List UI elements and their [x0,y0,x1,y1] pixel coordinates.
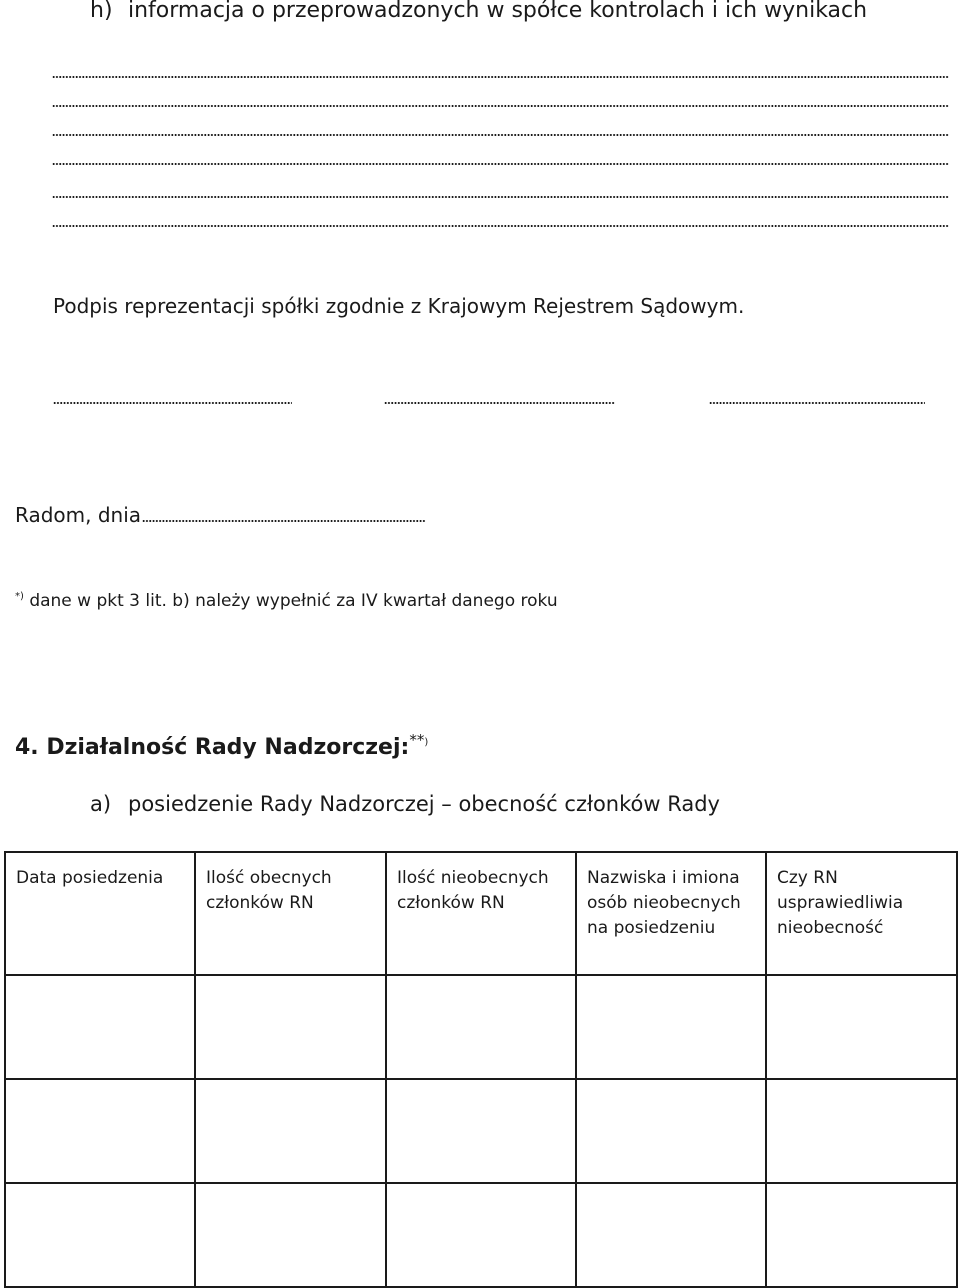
section-4-title: 4. Działalność Rady Nadzorczej: [15,735,410,760]
dotted-fill-line[interactable] [52,163,949,165]
footnote [15,591,558,611]
date-fill-line[interactable] [142,520,426,522]
header-present-count: Ilość obecnych członków RN [195,852,386,975]
header-absent-count: Ilość nieobecnych członków RN [386,852,576,975]
section-h-text: informacja o przeprowadzonych w spółce kontrolach i ich wynikach [128,0,868,23]
table-cell[interactable] [766,975,957,1079]
section-h-heading [90,0,867,23]
signature-line-2[interactable] [384,402,615,404]
table-cell[interactable] [766,1079,957,1183]
place-date [15,503,426,527]
footnote-text: dane w pkt 3 lit. b) należy wypełnić za IV kwartał danego roku [29,591,558,611]
dotted-fill-line[interactable] [52,134,949,136]
table-cell[interactable] [5,975,195,1079]
table-row [5,1079,957,1183]
table-cell[interactable] [576,975,766,1079]
table-cell[interactable] [195,1079,386,1183]
dotted-fill-line[interactable] [52,196,949,198]
section-4-heading [15,731,428,760]
dotted-fill-line[interactable] [52,105,949,107]
section-h-label: h) [90,0,113,23]
table-cell[interactable] [386,975,576,1079]
section-4-marker: **) [409,731,429,749]
table-row [5,1183,957,1287]
table-cell[interactable] [576,1183,766,1287]
table-row [5,975,957,1079]
table-cell[interactable] [5,1079,195,1183]
table-cell[interactable] [576,1079,766,1183]
header-meeting-date: Data posiedzenia [5,852,195,975]
table-cell[interactable] [386,1183,576,1287]
table-cell[interactable] [5,1183,195,1287]
board-attendance-table [4,851,958,1288]
table-cell[interactable] [386,1079,576,1183]
signature-line-1[interactable] [53,402,292,404]
place-date-label: Radom, dnia [15,503,142,527]
header-absence-excused: Czy RN usprawiedliwia nieobecność [766,852,957,975]
table-cell[interactable] [766,1183,957,1287]
footnote-marker: *) [15,591,24,602]
signature-instruction: Podpis reprezentacji spółki zgodnie z Krajowym Rejestrem Sądowym. [53,294,745,318]
table-cell[interactable] [195,1183,386,1287]
signature-line-3[interactable] [709,402,925,404]
table-cell[interactable] [195,975,386,1079]
subsection-a-heading [90,792,720,816]
subsection-a-text: posiedzenie Rady Nadzorczej – obecność członków Rady [128,792,720,816]
header-absent-names: Nazwiska i imiona osób nieobecnych na posiedzeniu [576,852,766,975]
dotted-fill-line[interactable] [52,225,949,227]
dotted-fill-line[interactable] [52,76,949,78]
table-header-row [5,852,957,975]
subsection-a-label: a) [90,792,112,816]
